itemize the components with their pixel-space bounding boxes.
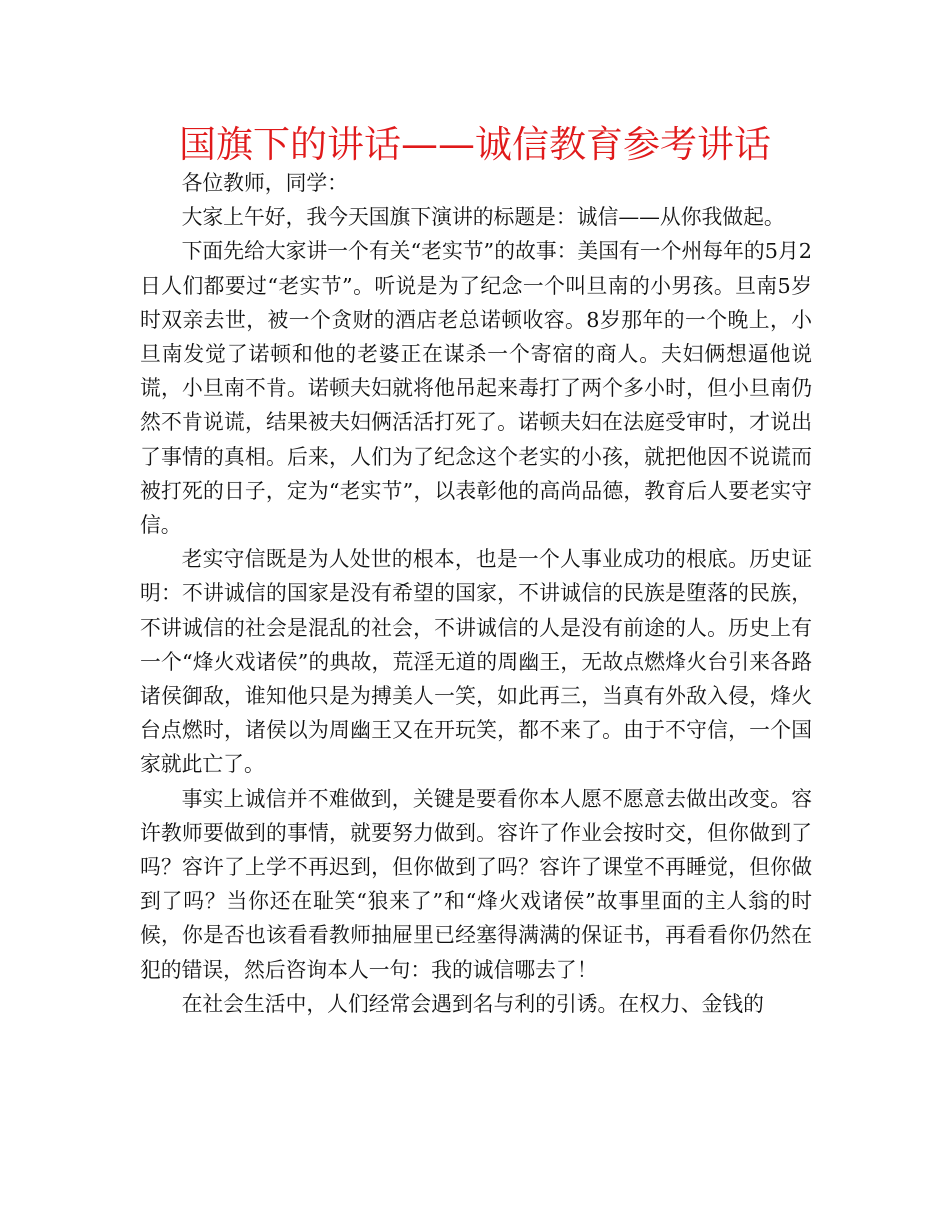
greeting-line: 各位教师，同学：: [181, 171, 348, 195]
paragraph-1: 大家上午好，我今天国旗下演讲的标题是：诚信——从你我做起。: [181, 205, 785, 230]
paragraph-5: 在社会生活中，人们经常会遇到名与利的引诱。在权力、金钱的: [181, 991, 764, 1016]
paragraph-3: 老实守信既是为人处世的根本，也是一个人事业成功的根底。历史证明：不讲诚信的国家是没有希望的国家，不讲诚信的民族是堕落的民族，不讲诚信的社会是混乱的社会，不讲诚信的人是没有前途的人。历史上有一个“烽火戏诸侯”的典故，荒淫无道的周幽王，无故点燃烽火台引来各路诸侯御敌，谁知他只是为搏美人一笑，如此再三，当真有外敌入侵，烽火台点燃时，诸侯以为周幽王又在开玩笑，都不来了。由于不守信，一个国家就此亡了。: [140, 547, 812, 777]
document-title: 国旗下的讲话——诚信教育参考讲话: [179, 123, 771, 166]
document-body: [140, 166, 812, 1021]
paragraph-4: 事实上诚信并不难做到，关键是要看你本人愿不愿意去做出改变。容许教师要做到的事情，就要努力做到。容许了作业会按时交，但你做到了吗？容许了上学不再迟到，但你做到了吗？容许了课堂不再睡觉，但你做到了吗？当你还在耻笑“狼来了”和“烽火戏诸侯”故事里面的主人翁的时候，你是否也该看看教师抽屉里已经塞得满满的保证书，再看看你仍然在犯的错误，然后咨询本人一句：我的诚信哪去了！: [140, 786, 812, 982]
paragraph-2: 下面先给大家讲一个有关“老实节”的故事：美国有一个州每年的5月2日人们都要过“老实节”。听说是为了纪念一个叫旦南的小男孩。旦南5岁时双亲去世，被一个贪财的酒店老总诺顿收容。8岁那年的一个晚上，小旦南发觉了诺顿和他的老婆正在谋杀一个寄宿的商人。夫妇俩想逼他说谎，小旦南不肯。诺顿夫妇就将他吊起来毒打了两个多小时，但小旦南仍然不肯说谎，结果被夫妇俩活活打死了。诺顿夫妇在法庭受审时，才说出了事情的真相。后来，人们为了纪念这个老实的小孩，就把他因不说谎而被打死的日子，定为“老实节”，以表彰他的高尚品德，教育后人要老实守信。: [140, 239, 812, 538]
